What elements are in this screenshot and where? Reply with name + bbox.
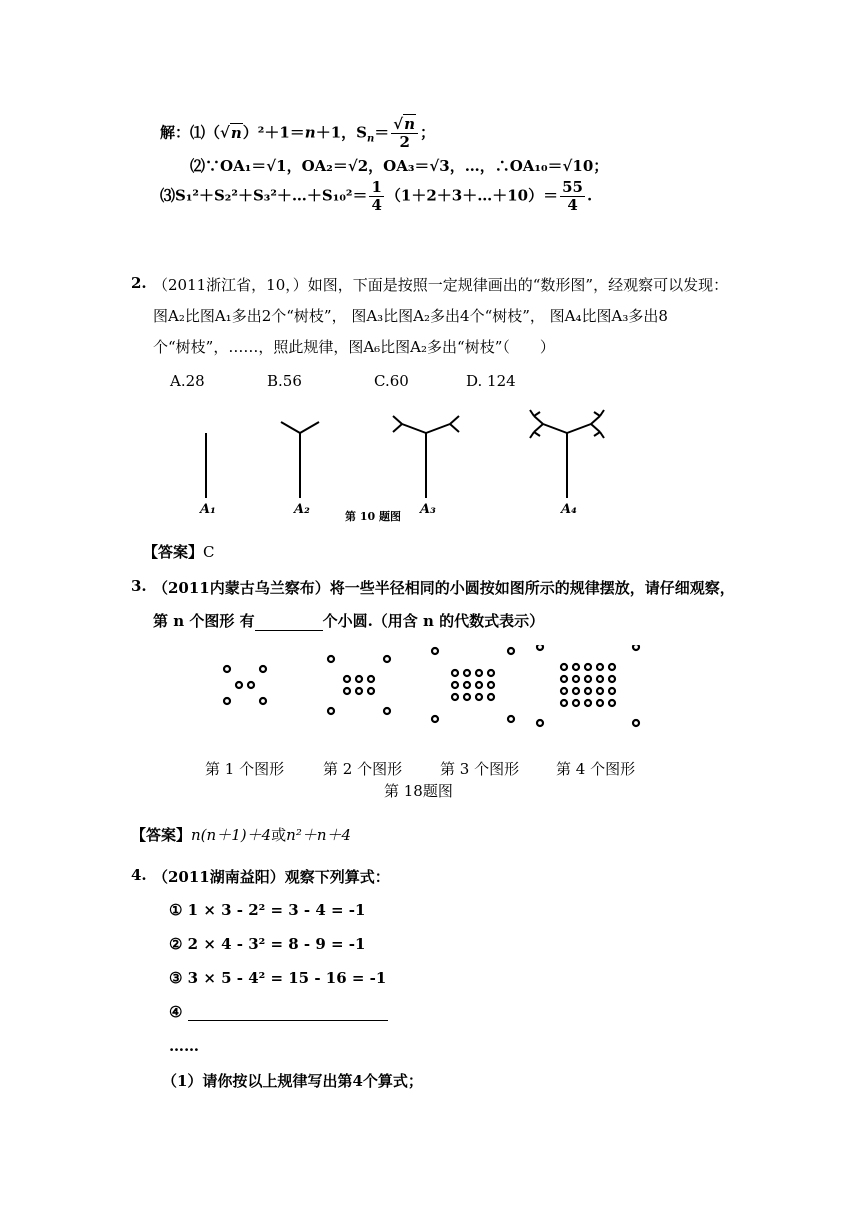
q2-option-c: C.60 [374,372,409,390]
tree-label-a4: A₄ [561,502,577,517]
q2-option-a: A.28 [170,372,205,390]
grid-circle [464,694,470,700]
corner-circle [508,716,514,722]
corner-circle [224,698,230,704]
q4-eq-1: ① 1 × 3 - 2² = 3 - 4 = -1 [169,901,366,919]
grid-circle [488,694,494,700]
grid-circle [597,664,603,670]
tree-label-a1: A₁ [200,502,216,517]
grid-circle [248,682,254,688]
grid-circle [561,664,567,670]
q4-dots: …… [169,1037,199,1055]
q2-number: 2. [131,274,147,292]
grid-circle [573,664,579,670]
grid-circle [585,700,591,706]
grid-circle [573,688,579,694]
grid-circle [561,676,567,682]
q2-line-2: 图A₂比图A₁多出2个“树枝”， 图A₃比图A₂多出4个“树枝”， 图A₄比图A₃多出8 [153,307,668,325]
grid-circle [609,664,615,670]
grid-circle [452,682,458,688]
corner-circle [633,720,639,726]
grid-circle [356,688,362,694]
solution-line-1: 解：⑴（√n）²＋1＝n＋1，$S_n=$ $\frac{√n}{2}$ ； [160,115,436,151]
grid-circle [476,682,482,688]
tree-a2 [281,422,319,498]
corner-circle [537,645,543,650]
tree-label-a3: A₃ [420,502,436,517]
corner-circle [432,716,438,722]
grid-circle [609,700,615,706]
corner-circle [224,666,230,672]
corner-circle [260,698,266,704]
grid-circle [464,682,470,688]
grid-circle [609,688,615,694]
corner-circle [432,648,438,654]
solution-line-2: ⑵∵OA₁＝√1，OA₂＝√2，OA₃＝√3，…，∴OA₁₀＝√10； [190,157,609,175]
corner-circle [537,720,543,726]
tree-caption: 第 10 题图 [345,510,401,523]
q2-option-d: D. 124 [466,372,516,390]
grid-circle [573,700,579,706]
grid-circle [452,670,458,676]
grid-circle [236,682,242,688]
q4-eq-4: ④ [169,1003,388,1021]
q2-line-1: （2011浙江省，10，）如图，下面是按照一定规律画出的“数形图”，经观察可以发现： [153,276,729,294]
grid-circle [368,688,374,694]
q3-answer: 【答案】n(n＋1)＋4或n²＋n＋4 [131,826,352,844]
corner-circle [508,648,514,654]
q4-sub-1: （1）请你按以上规律写出第4个算式； [162,1072,423,1090]
circles-label-3: 第 3 个图形 [440,760,520,778]
q3-blank [255,630,323,631]
grid-circle [609,676,615,682]
circles-label-2: 第 2 个图形 [323,760,403,778]
grid-circle [561,700,567,706]
q2-answer: 【答案】C [143,543,215,561]
grid-circle [344,688,350,694]
grid-circle [476,670,482,676]
circles-label-4: 第 4 个图形 [556,760,636,778]
grid-circle [488,670,494,676]
circles-label-1: 第 1 个图形 [205,760,285,778]
corner-circle [328,656,334,662]
corner-circle [260,666,266,672]
tree-label-a2: A₂ [294,502,310,517]
grid-circle [561,688,567,694]
grid-circle [597,676,603,682]
circles-figure [215,645,655,735]
grid-circle [476,694,482,700]
q4-eq-2: ② 2 × 4 - 3² = 8 - 9 = -1 [169,935,366,953]
corner-circle [384,656,390,662]
q3-line-1: （2011内蒙古乌兰察布）将一些半径相同的小圆按如图所示的规律摆放，请仔细观察， [153,579,735,597]
corner-circle [328,708,334,714]
grid-circle [573,676,579,682]
tree-figure [180,400,620,525]
grid-circle [585,664,591,670]
grid-circle [585,676,591,682]
q3-line-2: 第 n 个图形 有 个小圆.（用含 n 的代数式表示） [153,612,545,630]
tree-a3 [393,416,459,498]
grid-circle [585,688,591,694]
q4-eq-3: ③ 3 × 5 - 4² = 15 - 16 = -1 [169,969,387,987]
grid-circle [344,676,350,682]
q4-number: 4. [131,866,147,884]
grid-circle [368,676,374,682]
grid-circle [597,688,603,694]
q4-line-1: （2011湖南益阳）观察下列算式： [153,868,390,886]
circles-caption: 第 18题图 [384,782,453,800]
q4-blank [188,1020,388,1021]
grid-circle [452,694,458,700]
corner-circle [384,708,390,714]
corner-circle [633,645,639,650]
grid-circle [488,682,494,688]
q3-number: 3. [131,577,147,595]
grid-circle [464,670,470,676]
grid-circle [356,676,362,682]
q2-line-3: 个“树枝”，……，照此规律，图A₆比图A₂多出“树枝”（ ） [153,338,555,356]
grid-circle [597,700,603,706]
solution-line-3: ⑶S₁²＋S₂²＋S₃²＋…＋S₁₀²＝ $\frac{1}{4}$ （1＋2＋3＋…＋10）＝ $\frac{55}{4}$ . [160,178,593,214]
q2-option-b: B.56 [267,372,302,390]
tree-a4 [530,410,604,498]
